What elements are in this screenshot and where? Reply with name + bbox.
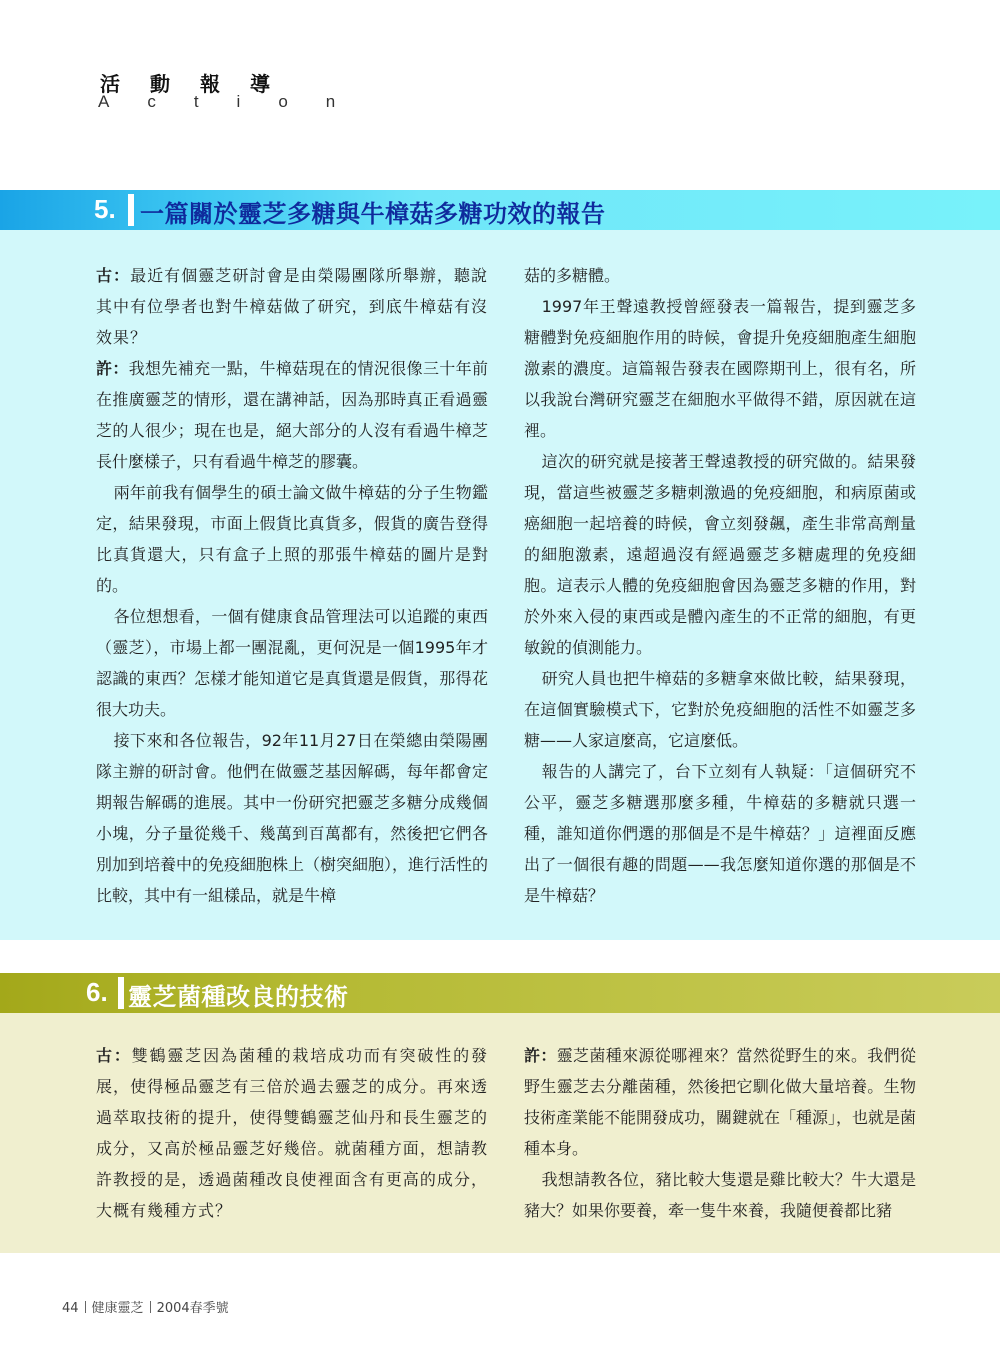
section-6-right-column bbox=[524, 1040, 916, 1226]
section-5-number: 5. bbox=[94, 194, 116, 224]
section-6-number: 6. bbox=[86, 977, 108, 1007]
paragraph: 這次的研究就是接著王聲遠教授的研究做的。結果發現，當這些被靈芝多糖刺激過的免疫細胞，和病原菌或癌細胞一起培養的時候，會立刻發飆，產生非常高劑量的細胞激素，遠超過沒有經過靈芝多糖處理的免疫細胞。這表示人體的免疫細胞會因為靈芝多糖的作用，對於外來入侵的東西或是體內產生的不正常的細胞，有更敏銳的偵測能力。 bbox=[524, 452, 916, 657]
section-5-left-column bbox=[96, 260, 488, 911]
section-5-divider bbox=[128, 194, 134, 226]
paragraph: 報告的人講完了，台下立刻有人執疑：「這個研究不公平，靈芝多糖選那麼多種，牛樟菇的多糖就只選一種，誰知道你們選的那個是不是牛樟菇？」這裡面反應出了一個很有趣的問題——我怎麼知道你選的那個是不是牛樟菇？ bbox=[524, 762, 916, 905]
section-6-divider bbox=[118, 977, 124, 1009]
speaker-label: 古： bbox=[96, 266, 131, 285]
footer-divider bbox=[150, 1301, 151, 1313]
speaker-label: 古： bbox=[96, 1046, 132, 1065]
page-number: 44 bbox=[62, 1301, 79, 1316]
paragraph: 許：我想先補充一點，牛樟菇現在的情況很像三十年前在推廣靈芝的情形，還在講神話，因為那時真正看過靈芝的人很少；現在也是，絕大部分的人沒有看過牛樟芝長什麼樣子，只有看過牛樟芝的膠囊。 bbox=[96, 359, 488, 471]
section-5-title-bar bbox=[0, 190, 1000, 230]
speaker-label: 許： bbox=[524, 1046, 557, 1065]
section-6-left-column bbox=[96, 1040, 488, 1226]
section-6-title: 靈芝菌種改良的技術 bbox=[128, 983, 349, 1011]
paragraph: 各位想想看，一個有健康食品管理法可以追蹤的東西（靈芝），市場上都一團混亂，更何況是一個1995年才認識的東西？怎樣才能知道它是真貨還是假貨，那得花很大功夫。 bbox=[96, 607, 488, 719]
section-6-title-bar bbox=[0, 973, 1000, 1013]
speaker-label: 許： bbox=[96, 359, 129, 378]
paragraph: 研究人員也把牛樟菇的多糖拿來做比較，結果發現，在這個實驗模式下，它對於免疫細胞的活性不如靈芝多糖——人家這麼高，它這麼低。 bbox=[524, 669, 916, 750]
paragraph: 古：雙鶴靈芝因為菌種的栽培成功而有突破性的發展，使得極品靈芝有三倍於過去靈芝的成分。再來透過萃取技術的提升，使得雙鶴靈芝仙丹和長生靈芝的成分，又高於極品靈芝好幾倍。就菌種方面，想請教許教授的是，透過菌種改良使裡面含有更高的成分，大概有幾種方式？ bbox=[96, 1046, 488, 1220]
paragraph: 接下來和各位報告，92年11月27日在榮總由榮陽團隊主辦的研討會。他們在做靈芝基因解碼，每年都會定期報告解碼的進展。其中一份研究把靈芝多糖分成幾個小塊，分子量從幾千、幾萬到百萬都有，然後把它們各別加到培養中的免疫細胞株上（樹突細胞），進行活性的比較，其中有一組樣品，就是牛樟 bbox=[96, 731, 489, 905]
magazine-name: 健康靈芝 bbox=[91, 1301, 144, 1316]
section-5-title: 一篇關於靈芝多糖與牛樟菇多糖功效的報告 bbox=[140, 200, 606, 228]
page-footer bbox=[62, 1297, 229, 1316]
issue-label: 2004春季號 bbox=[156, 1301, 229, 1316]
paragraph: 菇的多糖體。 bbox=[524, 266, 621, 285]
paragraph: 兩年前我有個學生的碩士論文做牛樟菇的分子生物鑑定，結果發現，市面上假貨比真貨多，假貨的廣告登得比真貨還大，只有盒子上照的那張牛樟菇的圖片是對的。 bbox=[96, 483, 488, 595]
paragraph: 1997年王聲遠教授曾經發表一篇報告，提到靈芝多糖體對免疫細胞作用的時候，會提升免疫細胞產生細胞激素的濃度。這篇報告發表在國際期刊上，很有名，所以我說台灣研究靈芝在細胞水平做得不錯，原因就在這裡。 bbox=[524, 297, 916, 440]
paragraph: 古：最近有個靈芝研討會是由榮陽團隊所舉辦，聽說其中有位學者也對牛樟菇做了研究，到底牛樟菇有沒效果？ bbox=[96, 266, 488, 347]
footer-divider bbox=[85, 1301, 86, 1313]
paragraph: 許：靈芝菌種來源從哪裡來？當然從野生的來。我們從野生靈芝去分離菌種，然後把它馴化做大量培養。生物技術產業能不能開發成功，關鍵就在「種源」，也就是菌種本身。 bbox=[524, 1046, 917, 1158]
section-5-right-column bbox=[524, 260, 916, 911]
section-header-en: Action bbox=[98, 92, 374, 111]
paragraph: 我想請教各位，豬比較大隻還是雞比較大？牛大還是豬大？如果你要養，牽一隻牛來養，我隨便養都比豬 bbox=[524, 1170, 916, 1220]
section-header-zh: 活動報導 bbox=[100, 72, 300, 96]
